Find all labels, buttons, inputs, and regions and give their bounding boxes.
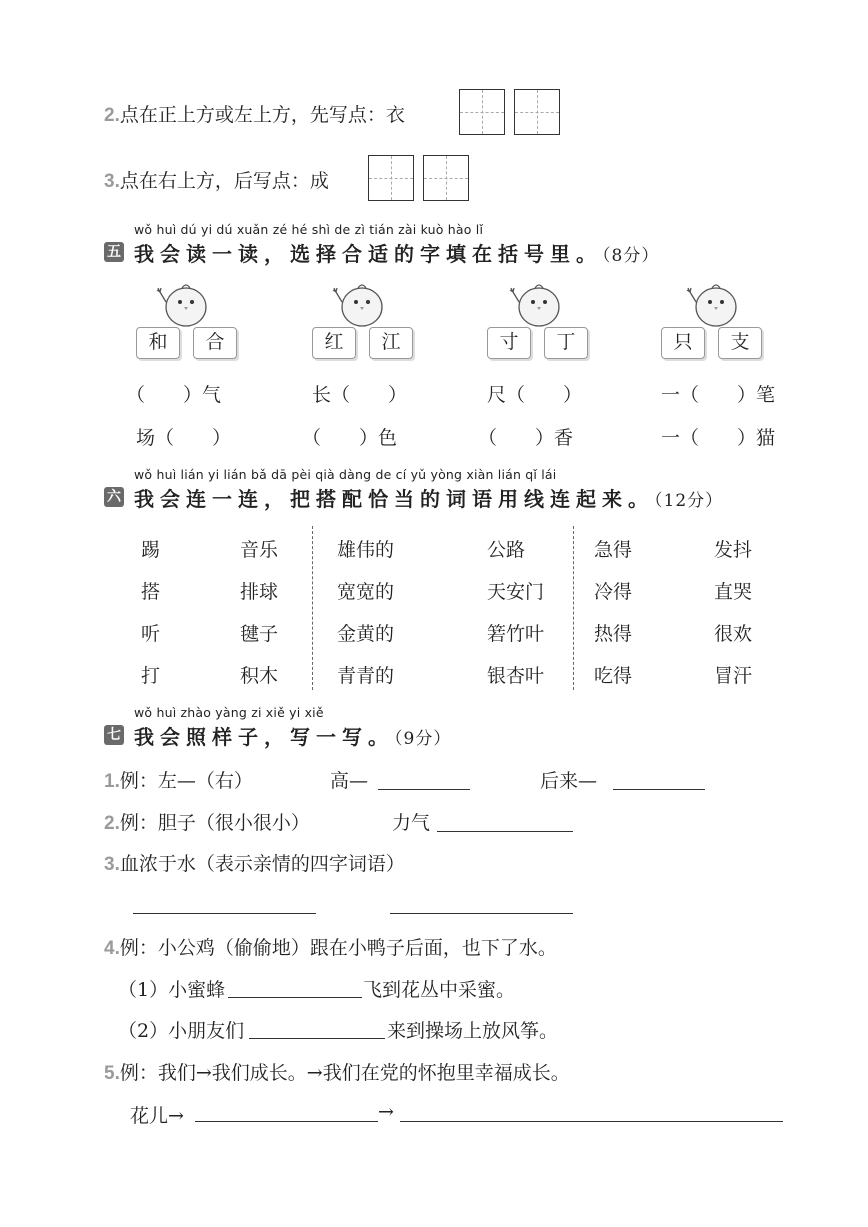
chick-icon: [682, 280, 742, 330]
match-word[interactable]: 直哭: [714, 581, 753, 603]
question-number: 1.: [104, 771, 120, 792]
fill-blank[interactable]: 场（ ）: [136, 427, 232, 449]
section5-score: （8分）: [602, 246, 660, 266]
fill-blank[interactable]: 尺（ ）: [487, 384, 583, 406]
section7-title-text: 我会照样子，写一写。: [134, 725, 394, 749]
rule-text: 点在正上方或左上方，先写点：衣: [119, 104, 405, 126]
section6-title-text: 我会连一连，把搭配恰当的词语用线连起来。: [134, 487, 654, 511]
q1-item1: 高—: [330, 770, 369, 792]
answer-line[interactable]: [400, 1121, 783, 1122]
char-option: 支: [718, 327, 762, 359]
answer-line[interactable]: [228, 997, 362, 998]
question-number: 2.: [104, 813, 120, 834]
writing-grid[interactable]: [514, 89, 560, 135]
section6-title: [134, 483, 723, 512]
match-word[interactable]: 发抖: [714, 539, 753, 561]
q4: [104, 933, 557, 960]
stroke-rule-3: [104, 166, 329, 193]
section5-title: [134, 238, 659, 267]
q4-sub1-end: 飞到花丛中采蜜。: [363, 979, 516, 1001]
match-word[interactable]: 天安门: [487, 581, 545, 603]
column-divider: [573, 526, 574, 690]
q2: [104, 808, 310, 835]
chick-icon: [505, 280, 565, 330]
char-option: 和: [136, 327, 180, 359]
q5-example: 例：我们→我们成长。→我们在党的怀抱里幸福成长。: [119, 1062, 570, 1084]
column-divider: [312, 526, 313, 690]
section6-badge: 六: [104, 487, 124, 507]
char-option: 合: [193, 327, 237, 359]
match-word[interactable]: 音乐: [240, 539, 279, 561]
section7-title: [134, 721, 451, 750]
section6-pinyin: wǒ huì lián yi lián bǎ dā pèi qià dàng de cí yǔ yòng xiàn lián qǐ lái: [134, 467, 557, 482]
char-option: 丁: [544, 327, 588, 359]
q4-sub1-start: （1）小蜜蜂: [118, 979, 226, 1001]
fill-blank[interactable]: 一（ ）笔: [661, 384, 776, 406]
q5-start: 花儿→: [130, 1105, 184, 1127]
match-word[interactable]: 很欢: [714, 623, 753, 645]
q4-sub2-start: （2）小朋友们: [118, 1020, 245, 1042]
match-word[interactable]: 公路: [487, 539, 526, 561]
match-word[interactable]: 踢: [141, 539, 161, 561]
char-option: 只: [661, 327, 705, 359]
answer-line[interactable]: [378, 789, 470, 790]
q1: [104, 766, 253, 793]
match-word[interactable]: 打: [141, 665, 161, 687]
answer-line[interactable]: [390, 913, 573, 914]
section7-badge: 七: [104, 725, 124, 745]
writing-grid[interactable]: [368, 155, 414, 201]
match-word[interactable]: 宽宽的: [337, 581, 395, 603]
match-word[interactable]: 青青的: [337, 665, 395, 687]
match-word[interactable]: 急得: [594, 539, 633, 561]
writing-grid[interactable]: [459, 89, 505, 135]
q3: [104, 849, 405, 876]
char-option: 江: [369, 327, 413, 359]
match-word[interactable]: 冒汗: [714, 665, 753, 687]
section5-badge: 五: [104, 242, 124, 262]
match-word[interactable]: 毽子: [240, 623, 279, 645]
q3-text: 血浓于水（表示亲情的四字词语）: [119, 853, 405, 875]
q4-sub2-end: 来到操场上放风筝。: [387, 1020, 559, 1042]
match-word[interactable]: 金黄的: [337, 623, 395, 645]
fill-blank[interactable]: 一（ ）猫: [661, 427, 776, 449]
q5: [104, 1058, 570, 1085]
match-word[interactable]: 雄伟的: [337, 539, 395, 561]
section5-pinyin: wǒ huì dú yi dú xuǎn zé hé shì de zì tián zài kuò hào lǐ: [134, 222, 484, 237]
match-word[interactable]: 银杏叶: [487, 665, 545, 687]
char-option: 红: [312, 327, 356, 359]
section6-score: （12分）: [654, 491, 724, 511]
answer-line[interactable]: [437, 831, 573, 832]
writing-grid[interactable]: [423, 155, 469, 201]
q4-example: 例：小公鸡（偷偷地）跟在小鸭子后面，也下了水。: [119, 937, 557, 959]
answer-line[interactable]: [133, 913, 316, 914]
section7-score: （9分）: [394, 729, 452, 749]
fill-blank[interactable]: （ ）色: [302, 427, 398, 449]
q1-item2: 后来—: [540, 770, 598, 792]
question-number: 3.: [104, 854, 120, 875]
section7-pinyin: wǒ huì zhào yàng zi xiě yi xiě: [134, 705, 324, 720]
question-number: 3.: [104, 171, 120, 192]
question-number: 5.: [104, 1063, 120, 1084]
char-option: 寸: [487, 327, 531, 359]
match-word[interactable]: 排球: [240, 581, 279, 603]
answer-line[interactable]: [613, 789, 705, 790]
match-word[interactable]: 箬竹叶: [487, 623, 545, 645]
section5-title-text: 我会读一读，选择合适的字填在括号里。: [134, 242, 602, 266]
fill-blank[interactable]: （ ）气: [126, 384, 222, 406]
match-word[interactable]: 冷得: [594, 581, 633, 603]
q2-example: 例：胆子（很小很小）: [119, 812, 310, 834]
match-word[interactable]: 听: [141, 623, 161, 645]
answer-line[interactable]: [195, 1121, 378, 1122]
q1-example: 例：左—（右）: [119, 770, 253, 792]
chick-icon: [328, 280, 388, 330]
fill-blank[interactable]: （ ）香: [478, 427, 574, 449]
question-number: 2.: [104, 105, 120, 126]
stroke-rule-2: [104, 100, 405, 127]
rule-text: 点在右上方，后写点：成: [119, 170, 329, 192]
question-number: 4.: [104, 938, 120, 959]
match-word[interactable]: 搭: [141, 581, 161, 603]
chick-icon: [152, 280, 212, 330]
match-word[interactable]: 吃得: [594, 665, 633, 687]
q5-arrow: →: [378, 1101, 394, 1123]
q2-item1: 力气: [392, 812, 431, 834]
match-word[interactable]: 热得: [594, 623, 633, 645]
match-word[interactable]: 积木: [240, 665, 279, 687]
answer-line[interactable]: [249, 1038, 385, 1039]
fill-blank[interactable]: 长（ ）: [312, 384, 408, 406]
